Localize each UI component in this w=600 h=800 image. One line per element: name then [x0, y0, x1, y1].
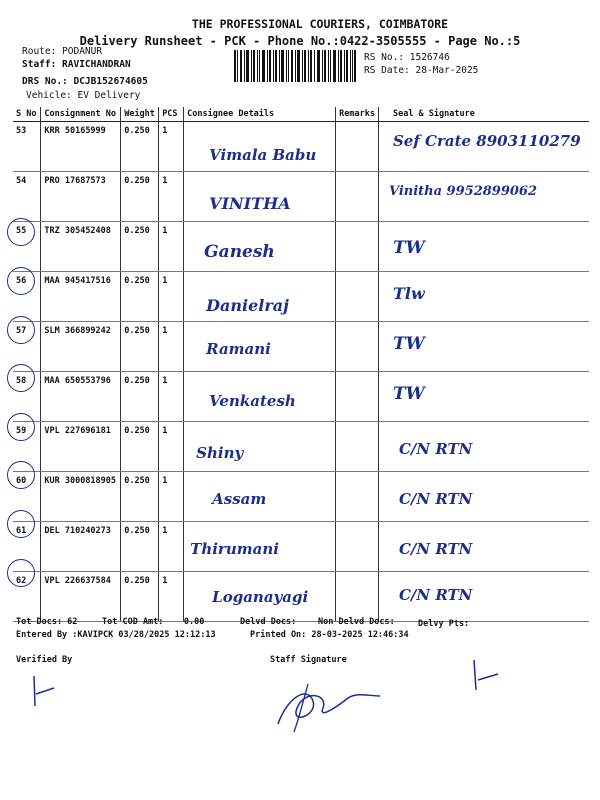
cell-pcs: 1 — [159, 522, 184, 572]
handwritten-signature: C/N RTN — [398, 440, 473, 458]
table-row — [13, 572, 589, 622]
table-row — [13, 122, 589, 172]
cell-pcs: 1 — [159, 572, 184, 622]
cell-remarks — [336, 522, 379, 572]
col-remarks: Remarks — [336, 107, 379, 122]
non-delivered-docs: Non Delvd Docs: — [318, 617, 395, 627]
cell-pcs: 1 — [159, 122, 184, 172]
staff-signature-label: Staff Signature — [270, 655, 347, 665]
handwritten-signature: TW — [392, 384, 425, 404]
cell-remarks — [336, 422, 379, 472]
ink-circle — [7, 364, 35, 392]
cell-consignee — [184, 472, 336, 522]
handwritten-name: Ganesh — [204, 242, 275, 262]
cell-pcs: 1 — [159, 172, 184, 222]
company-title: THE PROFESSIONAL COURIERS, COIMBATORE — [191, 17, 449, 31]
cell-sno: 60 — [13, 472, 41, 522]
table-row — [13, 372, 589, 422]
cell-consignee — [184, 572, 336, 622]
cell-sno: 56 — [13, 272, 41, 322]
cell-pcs: 1 — [159, 272, 184, 322]
table-header-row — [13, 107, 589, 122]
ink-circle — [7, 413, 35, 441]
total-cod-amount: Tot COD Amt: 0.00 — [102, 617, 205, 627]
cell-signature — [378, 322, 589, 372]
cell-remarks — [336, 272, 379, 322]
cell-consignee — [184, 122, 336, 172]
col-seal-signature: Seal & Signature — [378, 107, 589, 122]
cell-signature — [378, 522, 589, 572]
cell-weight: 0.250 — [121, 172, 159, 222]
cell-pcs: 1 — [159, 422, 184, 472]
cell-consignee — [184, 522, 336, 572]
cell-weight: 0.250 — [121, 222, 159, 272]
cell-consignee — [184, 422, 336, 472]
cell-sno: 53 — [13, 122, 41, 172]
route-label: Route: PODANUR — [22, 46, 103, 57]
cell-consignee — [184, 372, 336, 422]
rs-date: RS Date: 28-Mar-2025 — [364, 65, 479, 76]
col-consignment: Consignment No — [41, 107, 121, 122]
cell-signature — [378, 222, 589, 272]
cell-consignment: MAA 650553796 — [41, 372, 121, 422]
cell-weight: 0.250 — [121, 422, 159, 472]
cell-signature — [378, 372, 589, 422]
handwritten-signature: Tlw — [392, 284, 425, 303]
cell-pcs: 1 — [159, 322, 184, 372]
table-row — [13, 222, 589, 272]
handwritten-name: Assam — [212, 490, 267, 508]
handwritten-name: Danielraj — [206, 296, 289, 315]
cell-signature — [378, 572, 589, 622]
table-row — [13, 272, 589, 322]
handwritten-name: Ramani — [206, 340, 271, 358]
handwritten-signature: Sef Crate 8903110279 — [392, 132, 581, 150]
cell-sno: 54 — [13, 172, 41, 222]
runsheet-title: Delivery Runsheet - PCK - Phone No.:0422-3505555 - Page No.:5 — [79, 34, 521, 48]
cell-signature — [378, 172, 589, 222]
delivery-mark — [468, 656, 508, 700]
delivery-points: Delvy Pts: — [418, 619, 470, 629]
cell-weight: 0.250 — [121, 122, 159, 172]
cell-pcs: 1 — [159, 372, 184, 422]
total-docs: Tot Docs: 62 — [16, 617, 78, 627]
cell-remarks — [336, 122, 379, 172]
verified-by-label: Verified By — [16, 655, 73, 665]
handwritten-signature: C/N RTN — [398, 586, 473, 604]
handwritten-signature: TW — [392, 238, 425, 258]
cell-consignment: DEL 710240273 — [41, 522, 121, 572]
ink-circle — [7, 510, 35, 538]
cell-sno: 61 — [13, 522, 41, 572]
cell-signature — [378, 422, 589, 472]
cell-signature — [378, 122, 589, 172]
cell-weight: 0.250 — [121, 472, 159, 522]
delivered-docs: Delvd Docs: — [240, 617, 297, 627]
handwritten-name: VINITHA — [209, 194, 291, 213]
cell-consignee — [184, 222, 336, 272]
cell-consignment: VPL 227696181 — [41, 422, 121, 472]
handwritten-signature: Vinitha 9952899062 — [388, 184, 538, 199]
cell-sno: 58 — [13, 372, 41, 422]
cell-sno: 62 — [13, 572, 41, 622]
cell-weight: 0.250 — [121, 572, 159, 622]
ink-circle — [7, 316, 35, 344]
cell-consignment: PRO 17687573 — [41, 172, 121, 222]
drs-label: DRS No.: DCJB152674605 — [22, 76, 148, 87]
cell-weight: 0.250 — [121, 522, 159, 572]
col-sno: S No — [13, 107, 41, 122]
table-row — [13, 172, 589, 222]
handwritten-name: Vimala Babu — [209, 146, 317, 164]
cell-consignee — [184, 272, 336, 322]
entered-by: Entered By :KAVIPCK 03/28/2025 12:12:13 — [16, 630, 216, 640]
cell-consignment: VPL 226637584 — [41, 572, 121, 622]
cell-consignment: KRR 50165999 — [41, 122, 121, 172]
runsheet-table — [13, 107, 589, 622]
cell-consignee — [184, 322, 336, 372]
handwritten-signature: C/N RTN — [398, 540, 473, 558]
ink-circle — [7, 461, 35, 489]
vehicle-label: Vehicle: EV Delivery — [26, 90, 141, 101]
cell-signature — [378, 272, 589, 322]
table-row — [13, 522, 589, 572]
handwritten-signature: C/N RTN — [398, 490, 473, 508]
handwritten-signature: TW — [392, 334, 425, 354]
barcode — [234, 50, 356, 82]
cell-consignee — [184, 172, 336, 222]
printed-on: Printed On: 28-03-2025 12:46:34 — [250, 630, 409, 640]
cell-remarks — [336, 222, 379, 272]
verified-signature-mark — [28, 672, 68, 716]
cell-remarks — [336, 172, 379, 222]
cell-sno: 59 — [13, 422, 41, 472]
col-consignee: Consignee Details — [184, 107, 336, 122]
cell-sno: 55 — [13, 222, 41, 272]
table-row — [13, 422, 589, 472]
cell-weight: 0.250 — [121, 272, 159, 322]
ink-circle — [7, 559, 35, 587]
cell-pcs: 1 — [159, 222, 184, 272]
table-row — [13, 322, 589, 372]
col-weight: Weight — [121, 107, 159, 122]
cell-remarks — [336, 472, 379, 522]
handwritten-name: Thirumani — [190, 540, 279, 558]
cell-weight: 0.250 — [121, 322, 159, 372]
col-pcs: PCS — [159, 107, 184, 122]
cell-remarks — [336, 322, 379, 372]
handwritten-name: Venkatesh — [209, 392, 296, 410]
handwritten-name: Loganayagi — [212, 588, 309, 606]
cell-consignment: SLM 366899242 — [41, 322, 121, 372]
staff-signature-mark — [268, 676, 388, 740]
table-row — [13, 472, 589, 522]
cell-consignment: KUR 3000818905 — [41, 472, 121, 522]
handwritten-name: Shiny — [196, 444, 244, 462]
cell-consignment: TRZ 305452408 — [41, 222, 121, 272]
cell-remarks — [336, 372, 379, 422]
cell-pcs: 1 — [159, 472, 184, 522]
cell-sno: 57 — [13, 322, 41, 372]
cell-weight: 0.250 — [121, 372, 159, 422]
staff-label: Staff: RAVICHANDRAN — [22, 59, 131, 70]
ink-circle — [7, 267, 35, 295]
ink-circle — [7, 218, 35, 246]
cell-signature — [378, 472, 589, 522]
rs-number: RS No.: 1526746 — [364, 52, 450, 63]
cell-remarks — [336, 572, 379, 622]
cell-consignment: MAA 945417516 — [41, 272, 121, 322]
